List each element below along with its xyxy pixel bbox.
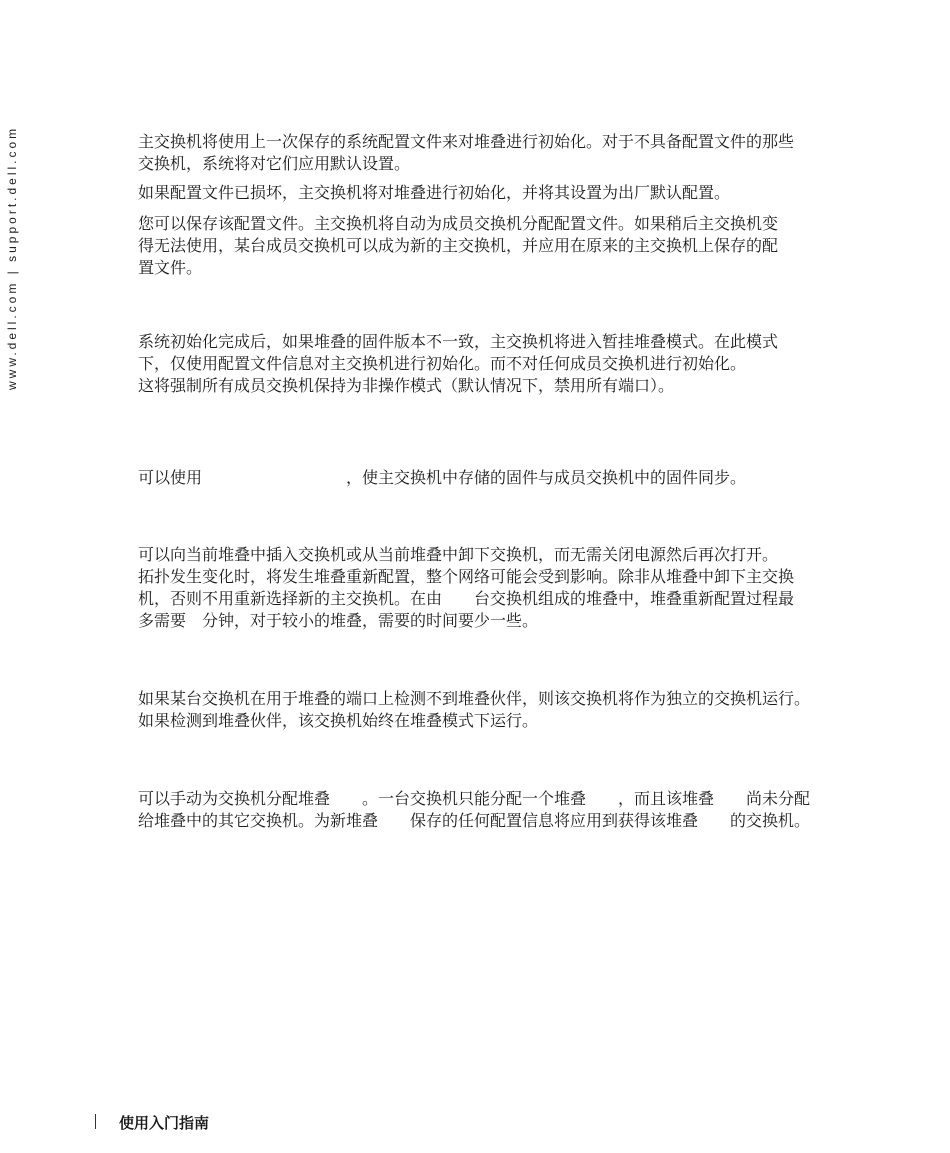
paragraph-line: 给堆叠中的其它交换机。为新堆叠 保存的任何配置信息将应用到获得该堆叠 的交换机。	[138, 811, 811, 830]
paragraph-line: 交换机，系统将对它们应用默认设置。	[138, 154, 411, 173]
paragraph	[138, 182, 882, 204]
paragraph-line: 可以向当前堆叠中插入交换机或从当前堆叠中卸下交换机，而无需关闭电源然后再次打开。	[138, 545, 779, 564]
paragraph	[138, 213, 882, 279]
paragraph-line: 如果配置文件已损坏，主交换机将对堆叠进行初始化，并将其设置为出厂默认配置。	[138, 183, 731, 202]
paragraph-line: 下，仅使用配置文件信息对主交换机进行初始化。而不对任何成员交换机进行初始化。	[138, 354, 747, 373]
side-url: www.dell.com | support.dell.com	[5, 125, 19, 390]
paragraph-line: 可以手动为交换机分配堆叠 。一台交换机只能分配一个堆叠 ，而且该堆叠 尚未分配	[138, 789, 811, 808]
paragraph-line: 这将强制所有成员交换机保持为非操作模式（默认情况下，禁用所有端口）。	[138, 376, 675, 395]
paragraph-line: 机，否则不用重新选择新的主交换机。在由 台交换机组成的堆叠中，堆叠重新配置过程最	[138, 589, 795, 608]
paragraph-line: 如果检测到堆叠伙伴，该交换机始终在堆叠模式下运行。	[138, 711, 539, 730]
paragraph	[138, 331, 882, 397]
paragraph-line: 拓扑发生变化时，将发生堆叠重新配置，整个网络可能会受到影响。除非从堆叠中卸下主交换	[138, 567, 795, 586]
paragraph	[138, 544, 882, 632]
paragraph	[138, 467, 882, 489]
paragraph-line: 如果某台交换机在用于堆叠的端口上检测不到堆叠伙伴，则该交换机将作为独立的交换机运行。	[138, 689, 811, 708]
paragraph-line: 得无法使用，某台成员交换机可以成为新的主交换机，并应用在原来的主交换机上保存的配	[138, 236, 779, 255]
paragraph-line: 您可以保存该配置文件。主交换机将自动为成员交换机分配配置文件。如果稍后主交换机变	[138, 214, 779, 233]
paragraph	[138, 688, 882, 732]
paragraph-line: 多需要 分钟，对于较小的堆叠，需要的时间要少一些。	[138, 611, 539, 630]
paragraph	[138, 131, 882, 175]
footer-title: 使用入门指南	[119, 1114, 210, 1132]
paragraph-line: 置文件。	[138, 258, 203, 277]
paragraph	[138, 788, 882, 832]
paragraph-line: 系统初始化完成后，如果堆叠的固件版本不一致，主交换机将进入暂挂堆叠模式。在此模式	[138, 332, 779, 351]
footer-divider	[95, 1114, 96, 1129]
paragraph-line: 可以使用 ，使主交换机中存储的固件与成员交换机中的固件同步。	[138, 468, 747, 487]
paragraph-line: 主交换机将使用上一次保存的系统配置文件来对堆叠进行初始化。对于不具备配置文件的那些	[138, 132, 795, 151]
